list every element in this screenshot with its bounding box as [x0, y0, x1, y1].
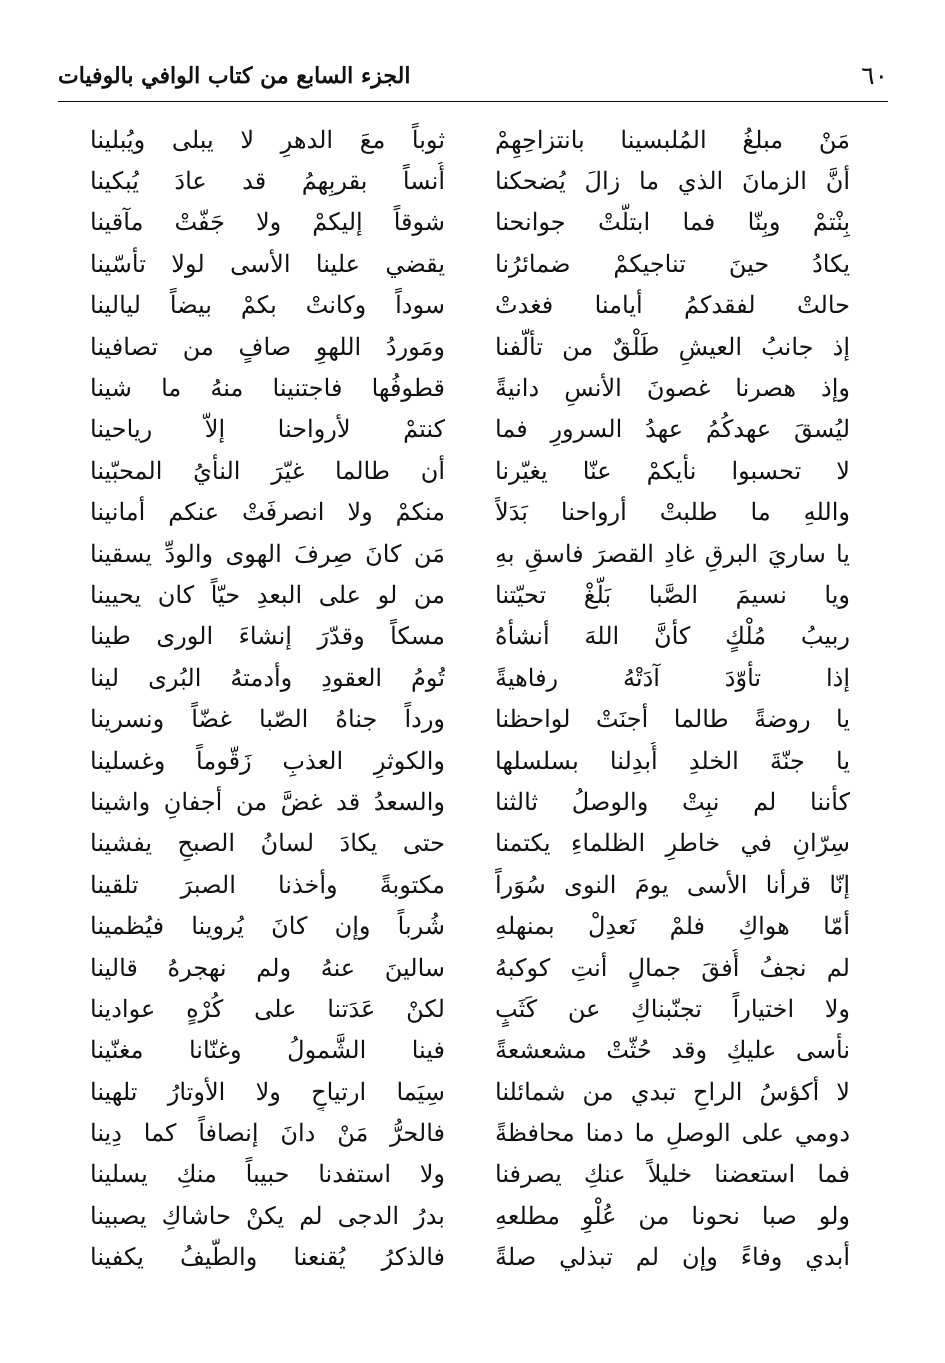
verse: [90, 988, 850, 1029]
verse: [90, 533, 850, 574]
verse-first-hemistich: واللهِ ما طلبتْ أرواحنا بَدَلاً: [495, 498, 850, 527]
verse-first-hemistich: ليُسقَ عهدكُمُ عهدُ السرورِ فما: [495, 415, 850, 444]
verse-first-hemistich: أبدي وفاءً وإن لم تبذلي صلةً: [495, 1243, 850, 1272]
verse: [90, 698, 850, 739]
verse-second-hemistich: أُنساً بقربِهمُ قد عادَ يُبكينا: [90, 167, 445, 196]
verse-first-hemistich: حالتْ لفقدكمُ أيامنا فغدتْ: [495, 291, 850, 320]
verse-first-hemistich: وإذ هصرنا غصونَ الأنسِ دانيةً: [495, 374, 850, 403]
verse-first-hemistich: لا تحسبوا نأيكمْ عنّا يغيّرنا: [495, 456, 850, 485]
verse: [90, 823, 850, 864]
verse: [90, 740, 850, 781]
verse-second-hemistich: منكمْ ولا انصرفَتْ عنكم أمانينا: [90, 498, 445, 527]
running-title: الجزء السابع من كتاب الوافي بالوفيات: [58, 63, 411, 89]
verse-second-hemistich: فالذكرُ يُقنعنا والطّيفُ يكفينا: [90, 1243, 445, 1272]
verse: [90, 1030, 850, 1071]
verse-first-hemistich: دومي على الوصلِ ما دمنا محافظةً: [495, 1119, 850, 1148]
verse-second-hemistich: تُومُ العقودِ وأدمتهُ البُرى لينا: [90, 663, 445, 692]
verse-first-hemistich: لم نجفُ أُفقَ جمالٍ أنتِ كوكبهُ: [495, 953, 850, 982]
verse-second-hemistich: مسكاً وقدّرَ إنشاءَ الورى طينا: [90, 622, 445, 651]
verse-second-hemistich: مكتوبةً وأخذنا الصبرَ تلقينا: [90, 870, 445, 899]
verse: [90, 574, 850, 615]
verse: [90, 1112, 850, 1153]
verse-first-hemistich: فما استعضنا خليلاً عنكِ يصرفنا: [495, 1160, 850, 1189]
verse-first-hemistich: ربيبُ مُلْكٍ كأنَّ اللهَ أنشأهُ: [495, 622, 850, 651]
verse: [90, 492, 850, 533]
verse-second-hemistich: سوداً وكانتْ بكمْ بيضاً ليالينا: [90, 291, 445, 320]
verse-second-hemistich: كنتمْ لأرواحنا إلاّ رياحينا: [90, 415, 445, 444]
verse: [90, 864, 850, 905]
verse-second-hemistich: أن طالما غيّرَ النأيُ المحبّينا: [90, 456, 445, 485]
poem: [90, 119, 850, 1278]
verse-second-hemistich: شُرباً وإن كانَ يُروينا فيُظمينا: [90, 912, 445, 941]
verse: [90, 450, 850, 491]
verse-second-hemistich: والسعدُ قد غضَّ من أجفانِ واشينا: [90, 787, 445, 816]
verse-second-hemistich: مَن كانَ صِرفَ الهوى والودِّ يسقينا: [90, 539, 445, 568]
verse-second-hemistich: من لو على البعدِ حيّاً كان يحيينا: [90, 580, 445, 609]
verse-first-hemistich: بِنْتمْ وبِنّا فما ابتلَّتْ جوانحنا: [495, 208, 850, 237]
verse-second-hemistich: حتى يكادَ لسانُ الصبحِ يفشينا: [90, 829, 445, 858]
verse-first-hemistich: ولو صبا نحونا من عُلْوِ مطلعهِ: [495, 1201, 850, 1230]
verse-second-hemistich: شوقاً إليكمْ ولا جَفّتْ مآقينا: [90, 208, 445, 237]
verse-second-hemistich: والكوثرِ العذبِ زَقّوماً وغسلينا: [90, 746, 445, 775]
verse: [90, 409, 850, 450]
verse-first-hemistich: يا ساريَ البرقِ غادِ القصرَ فاسقِ بهِ: [495, 539, 850, 568]
verse: [90, 657, 850, 698]
verse-first-hemistich: لا أكؤسُ الراحِ تبدي من شمائلنا: [495, 1077, 850, 1106]
verse-second-hemistich: سِيَما ارتياحٍ ولا الأوتارُ تلهينا: [90, 1077, 445, 1106]
verse-first-hemistich: إذ جانبُ العيشِ طَلْقٌ من تألّفنا: [495, 332, 850, 361]
verse: [90, 160, 850, 201]
verse: [90, 202, 850, 243]
verse: [90, 905, 850, 946]
verse-first-hemistich: نأسى عليكِ وقد حُثّتْ مشعشعةً: [495, 1036, 850, 1065]
verse-second-hemistich: فينا الشَّمولُ وغنّانا مغنّينا: [90, 1036, 445, 1065]
verse-second-hemistich: لكنْ عَدَتنا على كُرْهٍ عوادينا: [90, 994, 445, 1023]
verse-first-hemistich: يا جنّةَ الخلدِ أُبدِلنا بسلسلها: [495, 746, 850, 775]
verse-first-hemistich: ويا نسيمَ الصَّبا بَلّغْ تحيّتنا: [495, 580, 850, 609]
verse-first-hemistich: يا روضةً طالما أجنَتْ لواحظنا: [495, 705, 850, 734]
verse-first-hemistich: إذا تأوّدَ آدَتْهُ رفاهيةً: [495, 663, 850, 692]
verse-first-hemistich: يكادُ حينَ تناجيكمْ ضمائرُنا: [495, 249, 850, 278]
verse: [90, 119, 850, 160]
verse-second-hemistich: سالينَ عنهُ ولم نهجرهُ قالينا: [90, 953, 445, 982]
verse-second-hemistich: ومَوردُ اللهوِ صافٍ من تصافينا: [90, 332, 445, 361]
verse: [90, 243, 850, 284]
verse-first-hemistich: سِرّانِ في خاطرِ الظلماءِ يكتمنا: [495, 829, 850, 858]
verse: [90, 1154, 850, 1195]
verse-first-hemistich: كأننا لم نبِتْ والوصلُ ثالثنا: [495, 787, 850, 816]
verse-first-hemistich: أمّا هواكِ فلمْ نَعدِلْ بمنهلهِ: [495, 912, 850, 941]
verse-second-hemistich: ثوباً معَ الدهرِ لا يبلى ويُبلينا: [90, 125, 445, 154]
verse: [90, 285, 850, 326]
verse-second-hemistich: ورداً جناهُ الصّبا غضّاً ونسرينا: [90, 705, 445, 734]
verse-first-hemistich: مَنْ مبلغُ المُلبسينا بانتزاحِهِمْ: [495, 125, 850, 154]
page-header: [58, 60, 888, 96]
verse-first-hemistich: ولا اختياراً تجنّبناكِ عن كَثَبٍ: [495, 994, 850, 1023]
verse-second-hemistich: ولا استفدنا حبيباً منكِ يسلينا: [90, 1160, 445, 1189]
verse: [90, 616, 850, 657]
verse-first-hemistich: أنَّ الزمانَ الذي ما زالَ يُضحكنا: [495, 167, 850, 196]
verse-first-hemistich: إنّا قرأنا الأسى يومَ النوى سُوَراً: [495, 870, 850, 899]
verse-second-hemistich: قطوفُها فاجتنينا منهُ ما شينا: [90, 374, 445, 403]
page-number: ٦٠: [861, 61, 888, 90]
verse-second-hemistich: فالحرُّ مَنْ دانَ إنصافاً كما دِينا: [90, 1119, 445, 1148]
verse-second-hemistich: بدرُ الدجى لم يكنْ حاشاكِ يصبينا: [90, 1201, 445, 1230]
verse: [90, 1237, 850, 1278]
verse: [90, 1195, 850, 1236]
verse: [90, 947, 850, 988]
header-rule: [58, 101, 888, 102]
verse: [90, 781, 850, 822]
verse: [90, 1071, 850, 1112]
verse: [90, 326, 850, 367]
verse-second-hemistich: يقضي علينا الأسى لولا تأسّينا: [90, 249, 445, 278]
verse: [90, 367, 850, 408]
